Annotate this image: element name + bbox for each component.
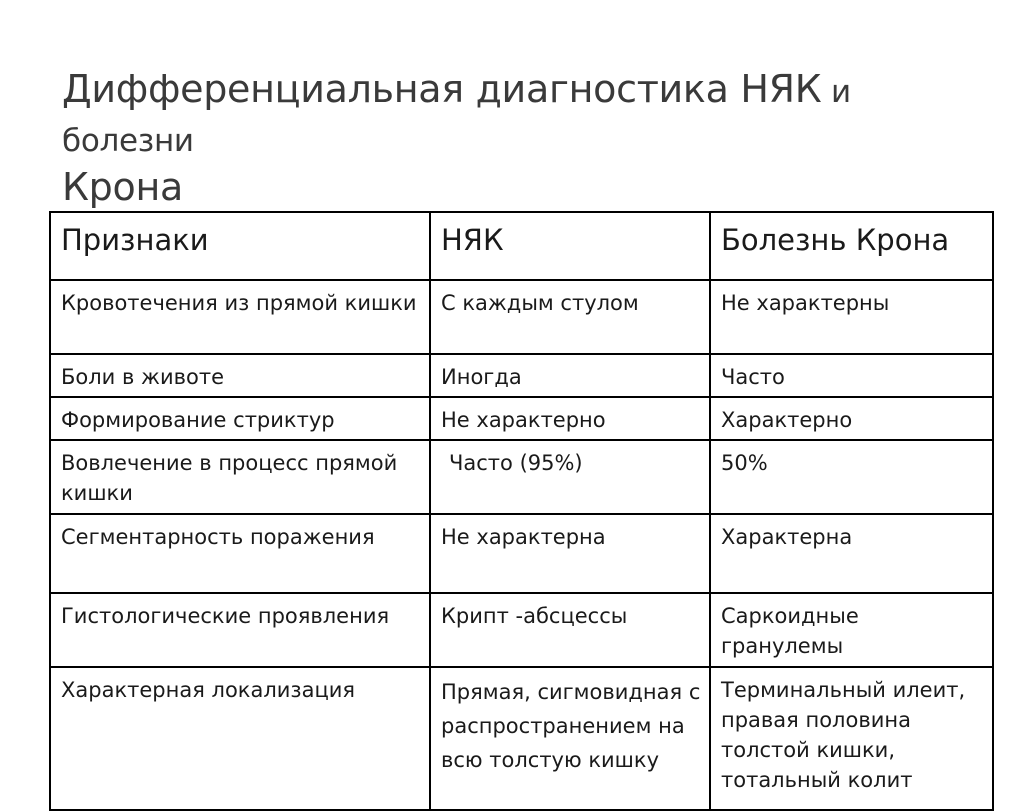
cell-crohn: Часто bbox=[710, 354, 993, 397]
slide-title bbox=[62, 66, 982, 210]
comparison-table bbox=[49, 211, 994, 811]
cell-sign: Гистологические проявления bbox=[50, 593, 430, 667]
table-row bbox=[50, 593, 993, 667]
cell-sign: Вовлечение в процесс прямой кишки bbox=[50, 440, 430, 514]
cell-nyak-text: Часто (95%) bbox=[449, 451, 583, 475]
table-row bbox=[50, 440, 993, 514]
cell-sign: Кровотечения из прямой кишки bbox=[50, 280, 430, 354]
cell-crohn: Терминальный илеит, правая половина толстой кишки, тотальный колит bbox=[710, 667, 993, 810]
cell-nyak: Прямая, сигмовидная с распространением на всю толстую кишку bbox=[430, 667, 710, 810]
cell-nyak: Не характерно bbox=[430, 397, 710, 440]
cell-crohn: 50% bbox=[710, 440, 993, 514]
cell-nyak: Иногда bbox=[430, 354, 710, 397]
table-row bbox=[50, 397, 993, 440]
title-part1: Дифференциальная диагностика НЯК bbox=[62, 67, 822, 111]
header-nyak: НЯК bbox=[430, 212, 710, 280]
cell-crohn: Характерно bbox=[710, 397, 993, 440]
title-part2: и болезни bbox=[62, 74, 851, 159]
cell-nyak bbox=[430, 440, 710, 514]
header-signs: Признаки bbox=[50, 212, 430, 280]
cell-sign: Характерная локализация bbox=[50, 667, 430, 810]
header-crohn: Болезнь Крона bbox=[710, 212, 993, 280]
cell-nyak: С каждым стулом bbox=[430, 280, 710, 354]
table-row bbox=[50, 354, 993, 397]
table-row bbox=[50, 280, 993, 354]
cell-nyak: Не характерна bbox=[430, 514, 710, 593]
cell-crohn: Саркоидные гранулемы bbox=[710, 593, 993, 667]
table-row bbox=[50, 667, 993, 810]
cell-nyak: Крипт -абсцессы bbox=[430, 593, 710, 667]
cell-crohn: Характерна bbox=[710, 514, 993, 593]
cell-sign: Сегментарность поражения bbox=[50, 514, 430, 593]
table-row bbox=[50, 514, 993, 593]
comparison-table-container bbox=[49, 211, 992, 811]
cell-crohn: Не характерны bbox=[710, 280, 993, 354]
cell-sign: Формирование стриктур bbox=[50, 397, 430, 440]
title-line2: Крона bbox=[62, 165, 183, 209]
table-header-row bbox=[50, 212, 993, 280]
cell-sign: Боли в животе bbox=[50, 354, 430, 397]
